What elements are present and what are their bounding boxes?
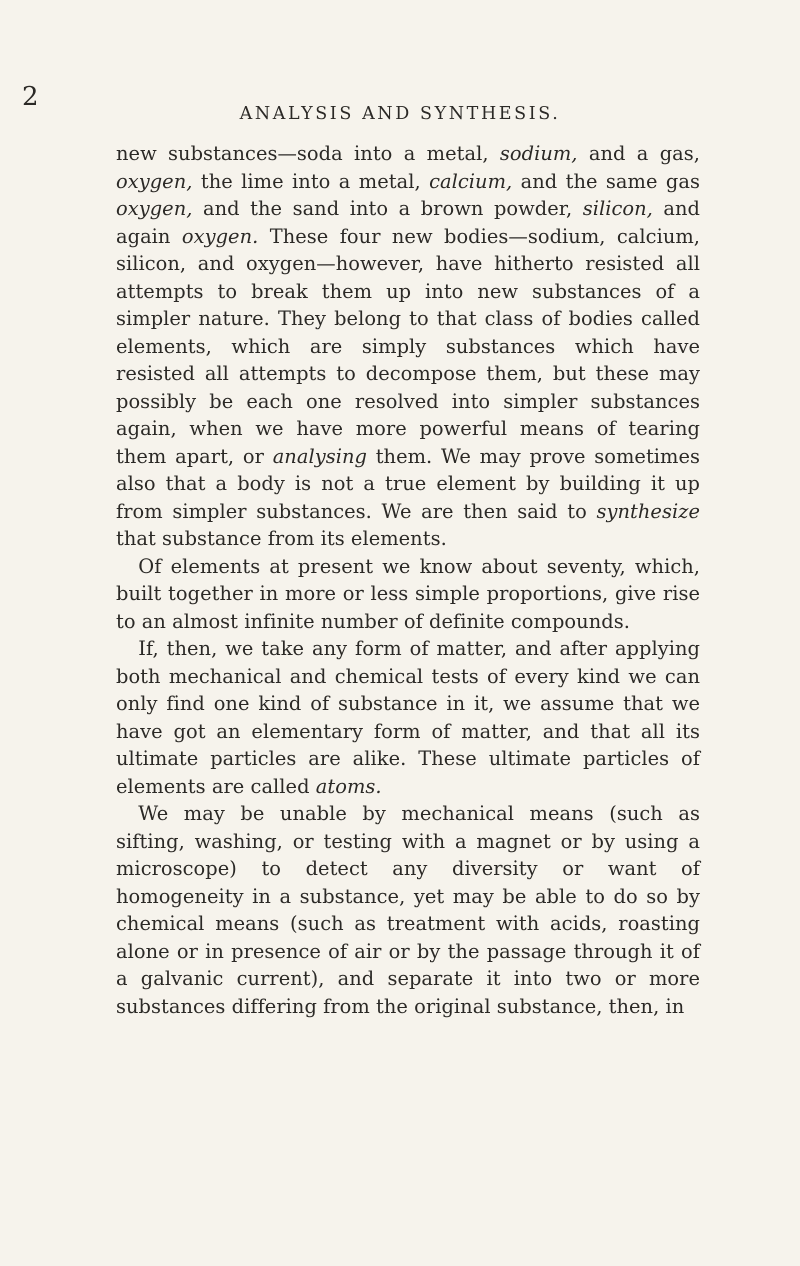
- text-run: We may be unable by mechanical means (such as sifting, washing, or testing with a magnet or by using a microscope) to detect any diversity or want of homogeneity in a substance, yet may be able to do so by chemical means (such as treatment with acids, roasting alone or in presence of air or by the passage through it of a galvanic current), and separate it into two or more substances differing from the original substance, then, in: [116, 802, 700, 1018]
- body-text: [116, 140, 700, 1020]
- paragraph: [116, 553, 700, 636]
- paragraph: [116, 635, 700, 800]
- text-run: that substance from its elements.: [116, 527, 447, 550]
- italic-term: oxygen,: [116, 197, 193, 220]
- text-run: and the sand into a brown powder,: [192, 197, 583, 220]
- text-run: and a gas,: [577, 142, 701, 165]
- italic-term: synthesize: [596, 499, 700, 523]
- text-run: the lime into a metal,: [192, 169, 430, 193]
- italic-term: calcium,: [429, 169, 513, 193]
- text-run: If, then, we take any form of matter, and after applying both mechanical and chemical tests of every kind we can only find one kind of substance in it, we assume that we have got an elementary form of matter, and that all its ultimate particles are alike. These ultimate particles of elements are called: [116, 637, 700, 798]
- text-run: and again: [116, 197, 700, 248]
- italic-term: oxygen,: [116, 169, 193, 193]
- text-run: them. We may prove sometimes also that a body is not a true element by building it up from simpler substances. We are then said to: [116, 444, 700, 523]
- text-run: Of elements at present we know about seventy, which, built together in more or less simple proportions, give rise to an almost infinite number of definite compounds.: [116, 554, 700, 633]
- italic-term: sodium,: [499, 142, 578, 165]
- text-run: and the same gas: [512, 169, 700, 193]
- page-number: 2: [22, 82, 39, 112]
- text-run: These four new bodies—sodium, calcium, silicon, and oxygen—however, have hitherto resisted all attempts to break them up into new substances of a simpler nature. They belong to that class of bodies called elements, which are simply substances which have resisted all attempts to decompose them, but these may possibly be each one resolved into simpler substances again, when we have more powerful means of tearing them apart, or: [116, 224, 701, 468]
- italic-term: analysing: [272, 444, 367, 468]
- paragraph: [116, 140, 700, 553]
- running-head: ANALYSIS AND SYNTHESIS.: [239, 104, 561, 124]
- italic-term: oxygen.: [181, 224, 259, 248]
- italic-term: silicon,: [582, 197, 653, 220]
- italic-term: atoms.: [315, 774, 382, 798]
- paragraph: [116, 800, 700, 1020]
- text-run: new substances—soda into a metal,: [116, 142, 500, 165]
